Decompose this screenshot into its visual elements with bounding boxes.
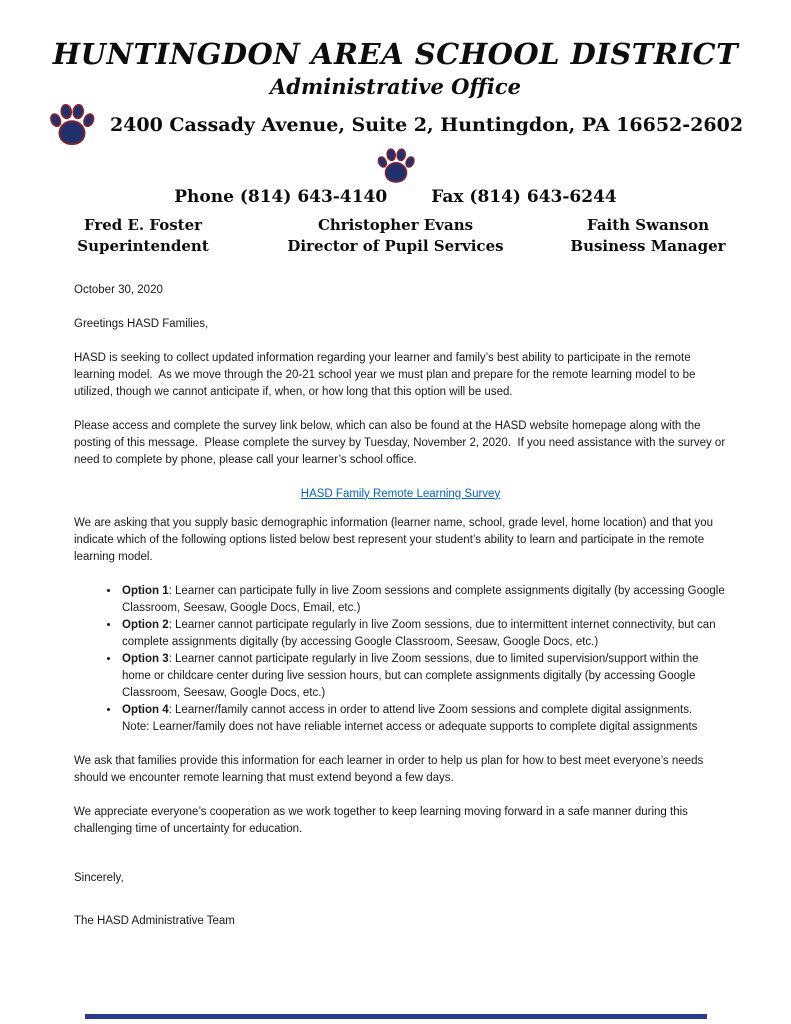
fax-number: Fax (814) 643-6244 (431, 187, 617, 208)
phone-number: Phone (814) 643-4140 (174, 187, 388, 208)
options-list (74, 583, 727, 736)
option-label: Option 2 (122, 618, 169, 631)
paragraph-cooperation: We appreciate everyone’s cooperation as we work together to keep learning moving forward in a safe manner during this challenging time of uncertainty for education. (74, 805, 692, 835)
contact-superintendent (58, 215, 228, 256)
closing-line: Sincerely, (74, 871, 124, 884)
contact-title: Director of Pupil Services (287, 236, 504, 255)
paragraph-planning: We ask that families provide this information for each learner in order to help us plan for how to best meet everyone’s needs should we encounter remote learning that must extend beyond a few days. (74, 754, 707, 784)
letterhead (0, 0, 791, 256)
paw-print-icon (48, 103, 96, 147)
list-item-option-2 (120, 617, 727, 651)
paragraph-survey-instructions: Please access and complete the survey link below, which can also be found at the HASD website homepage along with the posting of this message. Please complete the survey by Tuesday, November 2, 2020. If you need assistance with the survey or need to complete by phone, please call your learner’s school office. (74, 419, 729, 466)
signature-line: The HASD Administrative Team (74, 914, 235, 927)
office-subtitle: Administrative Office (270, 74, 521, 100)
address-row (0, 103, 791, 147)
contacts-row (0, 215, 791, 256)
phone-fax-line (0, 187, 791, 207)
list-item-option-1 (120, 583, 727, 617)
paragraph-demographics: We are asking that you supply basic demographic information (learner name, school, grade level, home location) and that you indicate which of the following options listed below best represent your student’s ability to learn and participate in the remote learning model. (74, 516, 717, 563)
contact-title: Business Manager (570, 236, 726, 255)
paw-print-icon (376, 147, 416, 185)
option-text: : Learner cannot participate regularly in live Zoom sessions, due to intermittent internet connectivity, but can complete assignments digitally (by accessing Google Classroom, Seesaw, Google Docs, etc.) (122, 618, 716, 648)
footer-divider-bar (85, 1014, 707, 1019)
contact-business-manager (563, 215, 733, 256)
list-item-option-4 (120, 702, 727, 736)
option-label: Option 1 (122, 584, 169, 597)
option-text: : Learner can participate fully in live Zoom sessions and complete assignments digitally (by accessing Google Classroom, Seesaw, Google Docs, Email, etc.) (122, 584, 725, 614)
street-address: 2400 Cassady Avenue, Suite 2, Huntingdon, PA 16652-2602 (109, 114, 744, 137)
contact-name: Christopher Evans (317, 216, 474, 235)
date-line: October 30, 2020 (74, 283, 163, 296)
option-text: : Learner/family cannot access in order to attend live Zoom sessions and complete digital assignments. (168, 703, 693, 716)
option-text: : Learner cannot participate regularly in live Zoom sessions, due to limited supervision/support within the home or childcare center during live session hours, but can complete assignments digitally (by accessing Google Classroom, Seesaw, Google Docs, etc.) (122, 652, 699, 699)
letter-body (0, 256, 791, 930)
contact-name: Fred E. Foster (83, 216, 203, 235)
option-label: Option 3 (122, 652, 169, 665)
district-title: HUNTINGDON AREA SCHOOL DISTRICT (52, 37, 739, 71)
list-item-option-3 (120, 651, 727, 702)
paragraph-intro: HASD is seeking to collect updated information regarding your learner and family’s best ability to participate in the remote learning model. As we move through the 20-21 school year we must plan and prepare for the remote learning model to be utilized, though we cannot anticipate if, when, or how long that this option will be used. (74, 351, 699, 398)
greeting-line: Greetings HASD Families, (74, 317, 209, 330)
contact-title: Superintendent (77, 236, 209, 255)
option-note: Note: Learner/family does not have reliable internet access or adequate supports to complete digital assignments (122, 720, 698, 733)
option-label: Option 4 (122, 703, 169, 716)
contact-name: Faith Swanson (586, 216, 710, 235)
survey-hyperlink[interactable]: HASD Family Remote Learning Survey (300, 487, 501, 500)
contact-pupil-services (271, 215, 521, 256)
survey-link-row (74, 486, 727, 503)
